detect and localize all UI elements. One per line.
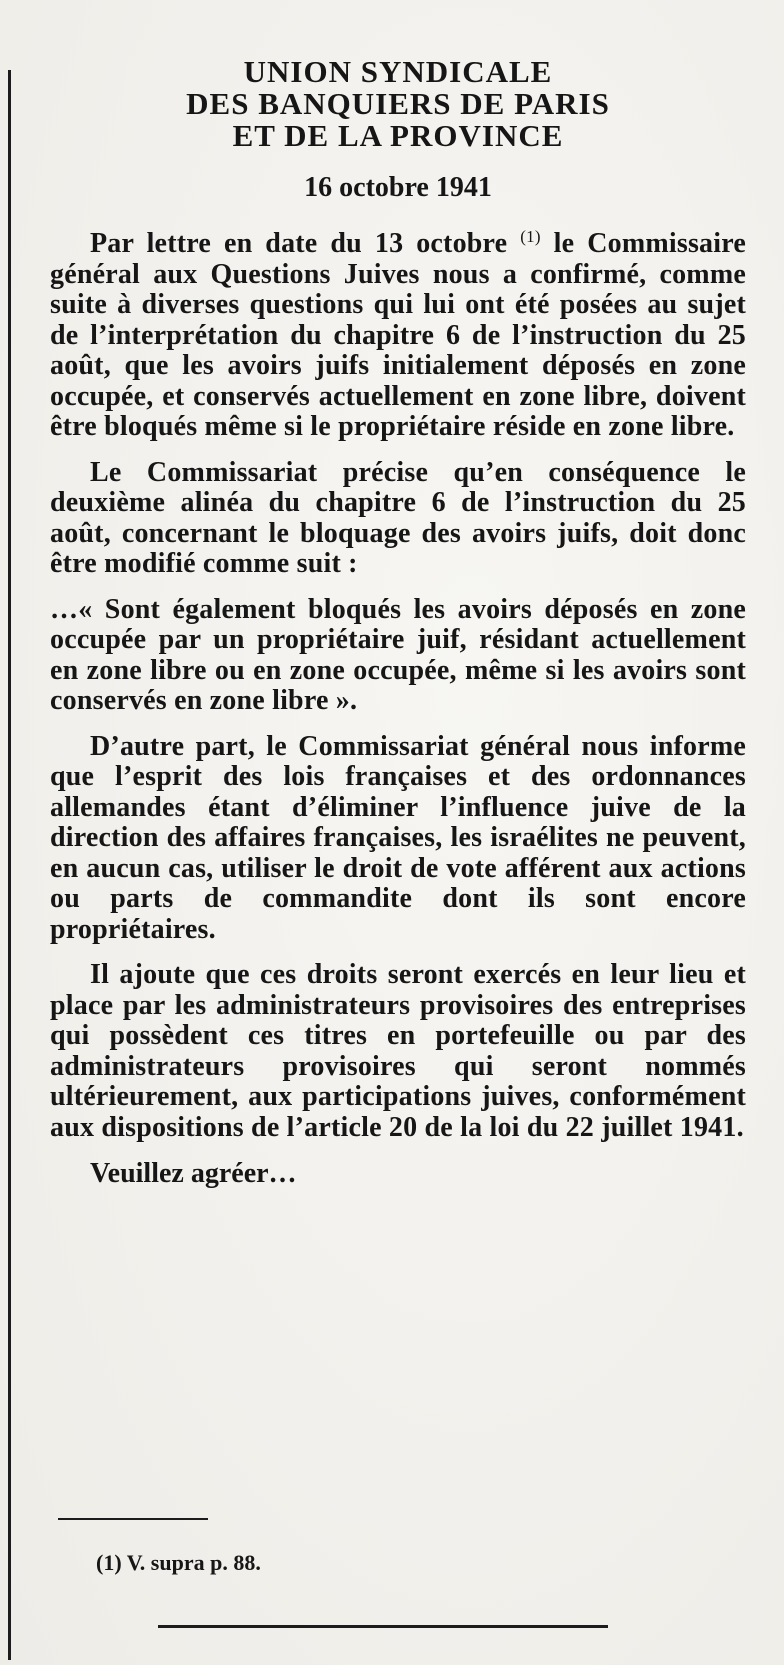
footnote-reference: (1) [520,227,541,246]
heading-line-2: DES BANQUIERS DE PARIS [186,86,610,121]
paragraph-5: Il ajoute que ces droits seront exercés en leur lieu et place par les administrateurs provisoires des entreprises qui possèdent ces titres en portefeuille ou par des administrateurs provisoires qui seront nommés ultérieurement, aux participations juives, conformément aux dispositions de l’article 20 de la loi du 22 juillet 1941. [50,959,746,1143]
paragraph-1-text-end: le Commissaire général aux Questions Juives nous a confirmé, comme suite à diverses questions qui lui ont été posées au sujet de l’interprétation du chapitre 6 de l’instruction du 25 août, que les avoirs juifs initialement déposés en zone occupée, et conservés actuellement en zone libre, doivent être bloqués même si le propriétaire réside en zone libre. [50,228,746,442]
document-date: 16 octobre 1941 [304,172,492,203]
paragraph-1 [50,222,746,443]
closing-formula: Veuillez agréer… [90,1158,297,1189]
left-margin-rule [8,70,11,1660]
paragraph-3-quotation: …« Sont également bloqués les avoirs déposés en zone occupée par un propriétaire juif, résidant actuellement en zone libre ou en zone occupée, même si les avoirs sont conservés en zone libre ». [50,593,746,716]
end-rule [158,1625,608,1628]
footnote-separator [58,1518,208,1520]
paragraph-4: D’autre part, le Commissariat général nous informe que l’esprit des lois françaises et des ordonnances allemandes étant d’éliminer l’influence juive de la direction des affaires françaises, les israélites ne peuvent, en aucun cas, utiliser le droit de vote afférent aux actions ou parts de commandite dont ils sont encore propriétaires. [50,730,746,945]
heading-line-3: ET DE LA PROVINCE [232,118,564,153]
footnote: (1) V. supra p. 88. [96,1550,261,1575]
heading-line-1: UNION SYNDICALE [243,54,553,89]
paragraph-2: Le Commissariat précise qu’en conséquence le deuxième alinéa du chapitre 6 de l’instruction du 25 août, concernant le bloquage des avoirs juifs, doit donc être modifié comme suit : [50,456,746,579]
text-column [50,56,746,1190]
document-heading [50,56,746,152]
paragraph-1-text-start: Par lettre en date du 13 octobre [90,228,521,259]
